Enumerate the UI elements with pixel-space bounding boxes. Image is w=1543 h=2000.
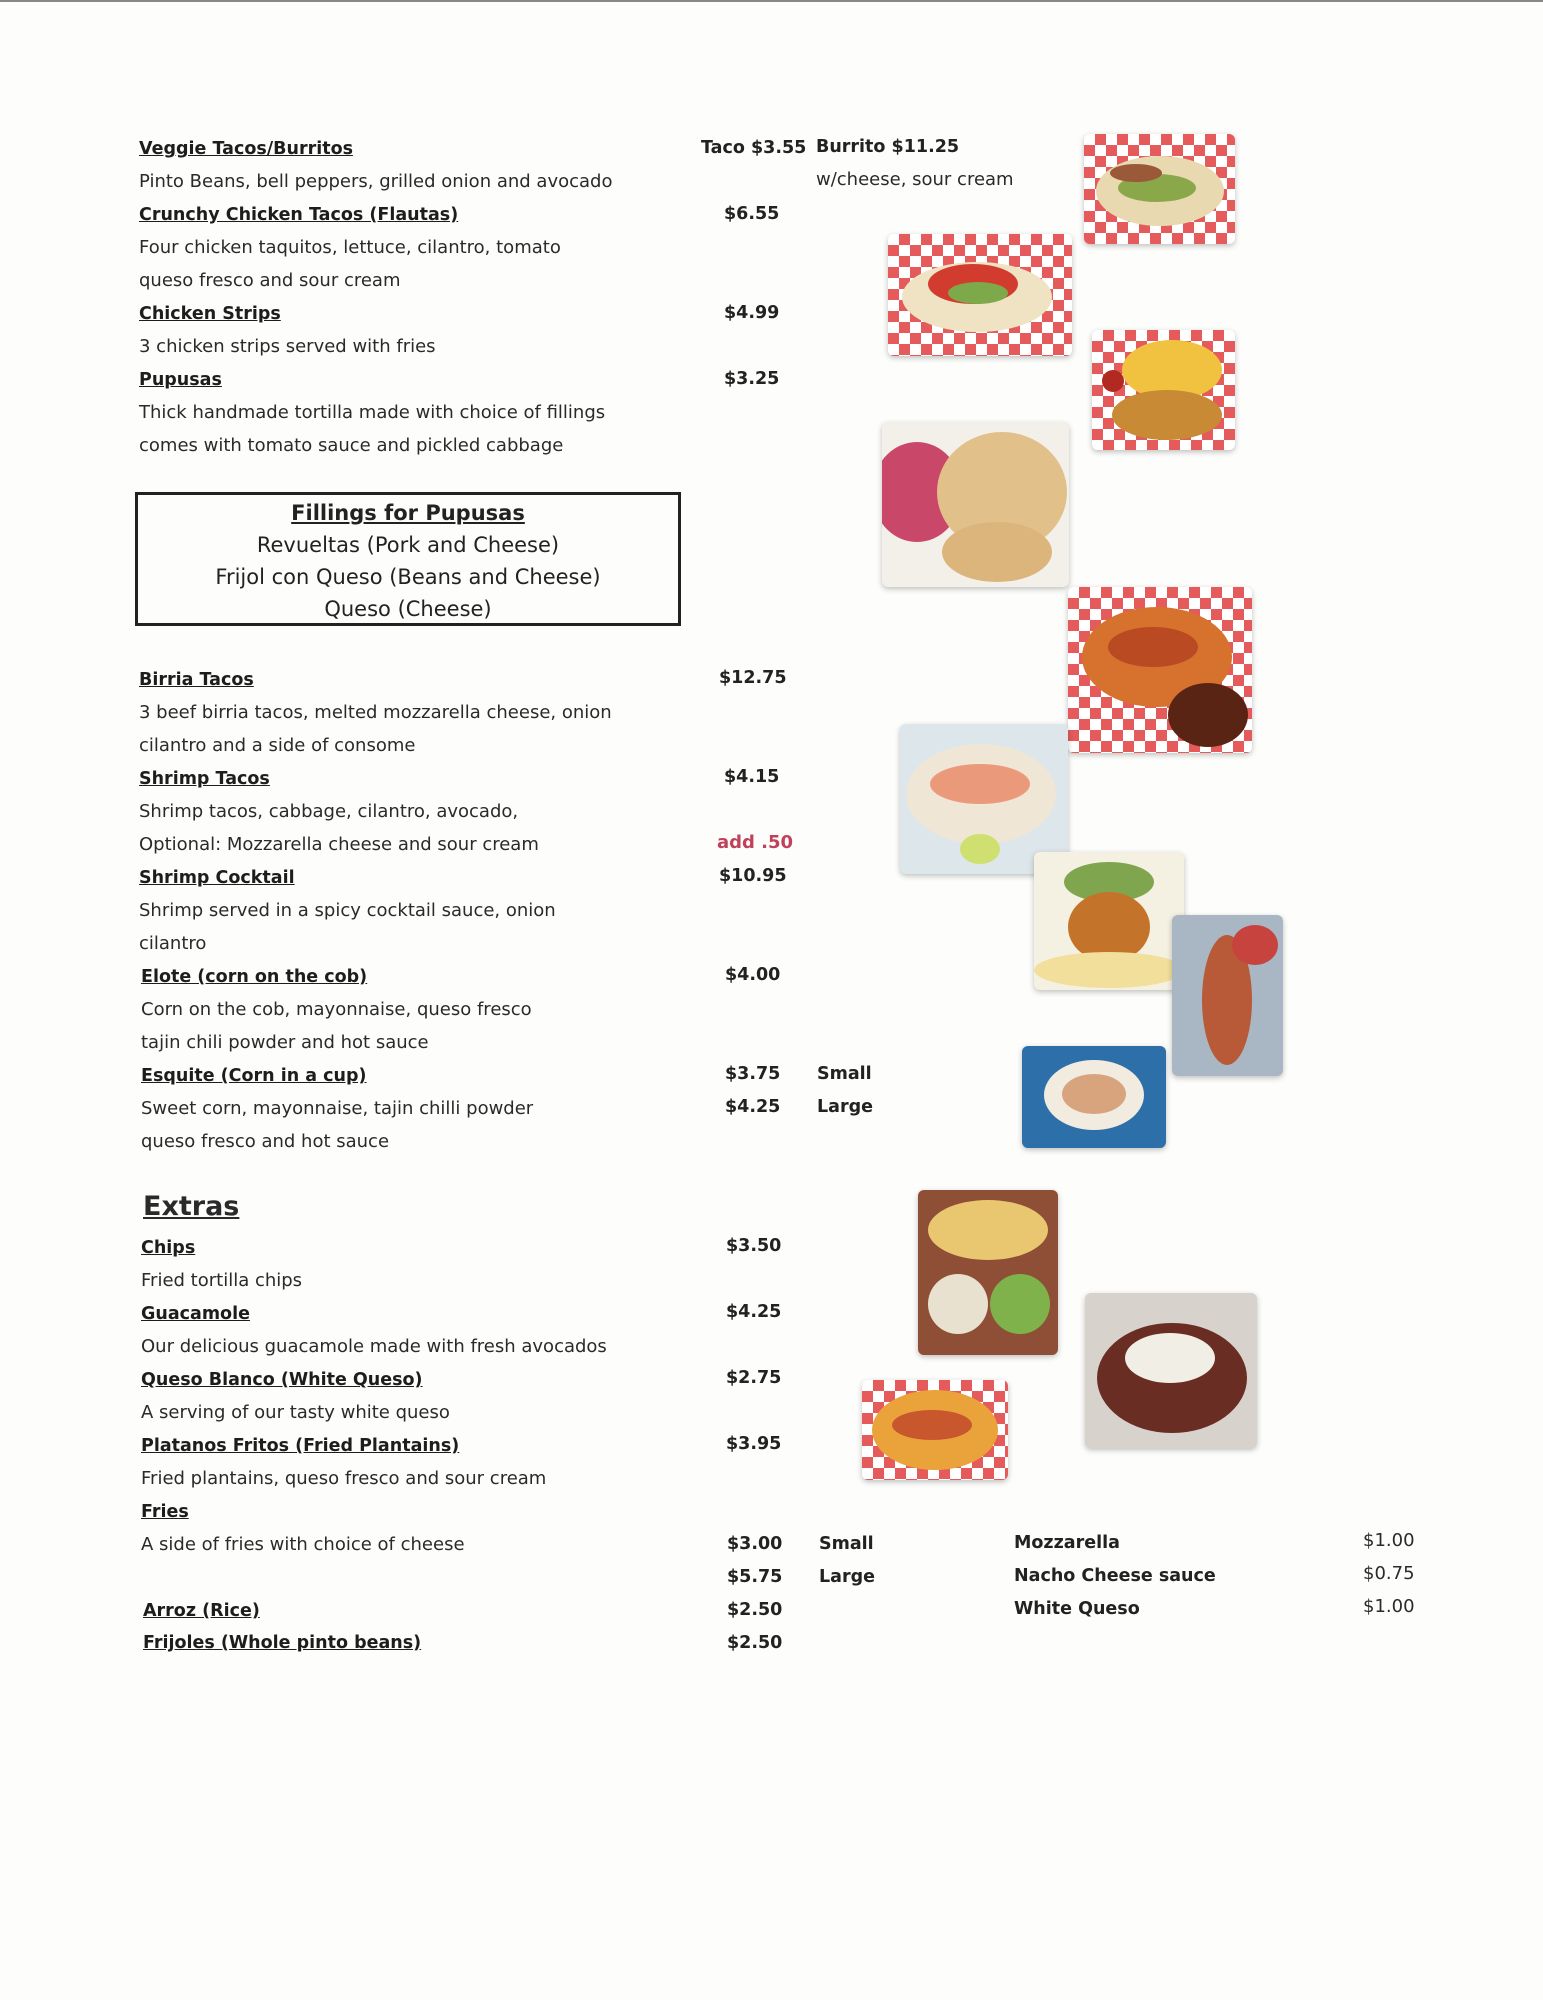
item-desc-chicken-strips: 3 chicken strips served with fries <box>139 336 436 357</box>
extra-price-fries-small: $3.00 <box>727 1534 783 1554</box>
item-price-elote: $4.00 <box>725 965 781 985</box>
item-addon-shrimp-tacos: add .50 <box>717 832 794 853</box>
extra-name-fries: Fries <box>141 1502 189 1522</box>
item-name-esquite: Esquite (Corn in a cup) <box>141 1066 367 1086</box>
extra-size-fries-large: Large <box>819 1567 875 1587</box>
item-price-flautas: $6.55 <box>724 204 780 224</box>
pupusas-photo <box>882 422 1069 587</box>
esquite-photo <box>1022 1046 1166 1148</box>
item-price-veggie-taco: Taco $3.55 <box>701 138 807 158</box>
plantains-photo <box>1085 1293 1257 1448</box>
cheese-price-mozzarella: $1.00 <box>1363 1530 1415 1551</box>
filling-queso: Queso (Cheese) <box>324 597 492 621</box>
extra-name-queso-blanco: Queso Blanco (White Queso) <box>141 1370 423 1390</box>
chicken-strips-photo <box>1092 330 1235 450</box>
item-price-shrimp-cocktail: $10.95 <box>719 866 787 886</box>
item-desc-veggie-tacos: Pinto Beans, bell peppers, grilled onion and avocado <box>139 171 613 192</box>
extra-name-guacamole: Guacamole <box>141 1304 250 1324</box>
cheese-option-nacho: Nacho Cheese sauce <box>1014 1566 1216 1586</box>
item-name-chicken-strips: Chicken Strips <box>139 304 281 324</box>
item-size-esquite-large: Large <box>817 1097 873 1117</box>
item-name-elote: Elote (corn on the cob) <box>141 967 368 987</box>
item-name-birria-tacos: Birria Tacos <box>139 670 254 690</box>
extra-price-queso-blanco: $2.75 <box>726 1368 782 1388</box>
extra-name-arroz: Arroz (Rice) <box>143 1601 260 1621</box>
item-price-pupusas: $3.25 <box>724 369 780 389</box>
fillings-box <box>135 492 681 626</box>
item-price-veggie-burrito: Burrito $11.25 <box>816 137 960 157</box>
item-desc-esquite-1: Sweet corn, mayonnaise, tajin chilli powder <box>141 1098 534 1119</box>
extra-price-guacamole: $4.25 <box>726 1302 782 1322</box>
item-name-shrimp-tacos: Shrimp Tacos <box>139 769 270 789</box>
item-desc-shrimp-tacos-2: Optional: Mozzarella cheese and sour cream <box>139 834 539 855</box>
item-name-flautas: Crunchy Chicken Tacos (Flautas) <box>139 205 459 225</box>
extra-desc-fries: A side of fries with choice of cheese <box>141 1534 465 1555</box>
item-desc-pupusas-1: Thick handmade tortilla made with choice of fillings <box>139 402 606 423</box>
item-price-esquite-large: $4.25 <box>725 1097 781 1117</box>
item-price-birria: $12.75 <box>719 668 787 688</box>
fries-photo <box>862 1380 1008 1480</box>
item-price-chicken-strips: $4.99 <box>724 303 780 323</box>
cheese-option-white-queso: White Queso <box>1014 1599 1140 1619</box>
item-note-veggie-burrito: w/cheese, sour cream <box>816 169 1014 190</box>
item-size-esquite-small: Small <box>817 1064 872 1084</box>
extra-name-platanos: Platanos Fritos (Fried Plantains) <box>141 1436 460 1456</box>
flautas-photo <box>888 234 1072 356</box>
fillings-title: Fillings for Pupusas <box>291 501 525 525</box>
filling-frijol-con-queso: Frijol con Queso (Beans and Cheese) <box>215 565 601 589</box>
birria-tacos-photo <box>1068 587 1252 753</box>
extra-price-platanos: $3.95 <box>726 1434 782 1454</box>
extra-name-frijoles: Frijoles (Whole pinto beans) <box>143 1633 422 1653</box>
item-price-esquite-small: $3.75 <box>725 1064 781 1084</box>
item-name-pupusas: Pupusas <box>139 370 222 390</box>
item-desc-pupusas-2: comes with tomato sauce and pickled cabbage <box>139 435 564 456</box>
veggie-taco-photo <box>1084 134 1235 244</box>
extra-desc-guacamole: Our delicious guacamole made with fresh avocados <box>141 1336 607 1357</box>
item-name-shrimp-cocktail: Shrimp Cocktail <box>139 868 295 888</box>
page-top-edge <box>0 0 1543 2</box>
item-price-shrimp-tacos: $4.15 <box>724 767 780 787</box>
extra-desc-platanos: Fried plantains, queso fresco and sour cream <box>141 1468 547 1489</box>
item-desc-shrimp-cocktail-1: Shrimp served in a spicy cocktail sauce, onion <box>139 900 556 921</box>
extra-price-fries-large: $5.75 <box>727 1567 783 1587</box>
item-desc-flautas-2: queso fresco and sour cream <box>139 270 401 291</box>
cheese-price-nacho: $0.75 <box>1363 1563 1415 1584</box>
item-desc-esquite-2: queso fresco and hot sauce <box>141 1131 390 1152</box>
extra-name-chips: Chips <box>141 1238 196 1258</box>
extra-desc-chips: Fried tortilla chips <box>141 1270 303 1291</box>
elote-photo <box>1172 915 1283 1076</box>
item-desc-elote-1: Corn on the cob, mayonnaise, queso fresco <box>141 999 532 1020</box>
item-desc-birria-1: 3 beef birria tacos, melted mozzarella cheese, onion <box>139 702 612 723</box>
extras-heading: Extras <box>143 1191 240 1222</box>
item-desc-birria-2: cilantro and a side of consome <box>139 735 416 756</box>
shrimp-cocktail-photo <box>1034 852 1184 990</box>
extra-price-frijoles: $2.50 <box>727 1633 783 1653</box>
item-desc-flautas-1: Four chicken taquitos, lettuce, cilantro, tomato <box>139 237 561 258</box>
cheese-price-white-queso: $1.00 <box>1363 1596 1415 1617</box>
item-desc-shrimp-cocktail-2: cilantro <box>139 933 207 954</box>
extra-size-fries-small: Small <box>819 1534 874 1554</box>
item-name-veggie-tacos: Veggie Tacos/Burritos <box>139 139 354 159</box>
extra-desc-queso-blanco: A serving of our tasty white queso <box>141 1402 450 1423</box>
item-desc-shrimp-tacos-1: Shrimp tacos, cabbage, cilantro, avocado, <box>139 801 519 822</box>
extra-price-chips: $3.50 <box>726 1236 782 1256</box>
filling-revueltas: Revueltas (Pork and Cheese) <box>256 533 560 557</box>
chips-guacamole-photo <box>918 1190 1058 1355</box>
cheese-option-mozzarella: Mozzarella <box>1014 1533 1120 1553</box>
item-desc-elote-2: tajin chili powder and hot sauce <box>141 1032 429 1053</box>
extra-price-arroz: $2.50 <box>727 1600 783 1620</box>
